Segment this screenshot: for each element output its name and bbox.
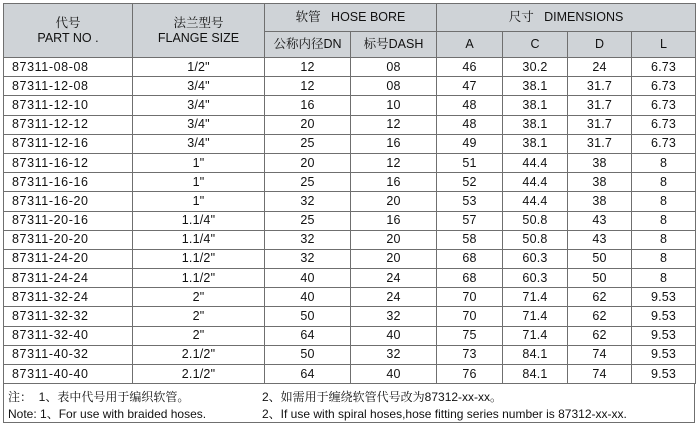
dash-cell: 12 (351, 153, 437, 172)
table-row (4, 269, 696, 288)
dim-d-cell: 43 (568, 230, 632, 249)
dim-l-cell: 8 (632, 192, 696, 211)
dash-cell: 08 (351, 77, 437, 96)
table-row (4, 365, 696, 384)
part-no-cell: 87311-16-12 (4, 153, 133, 172)
flange-size-header (133, 4, 265, 58)
dim-d-cell: 62 (568, 307, 632, 326)
dn-cell: 25 (265, 173, 351, 192)
dn-cell: 32 (265, 249, 351, 268)
dn-cell: 50 (265, 307, 351, 326)
part-no-header-cn: 代号 (55, 15, 81, 30)
dim-d-cell: 38 (568, 192, 632, 211)
dim-a-cell: 48 (437, 115, 503, 134)
dim-a-cell: 70 (437, 288, 503, 307)
table-row (4, 249, 696, 268)
table-row (4, 326, 696, 345)
dash-cell: 16 (351, 134, 437, 153)
dim-a-cell: 76 (437, 365, 503, 384)
dim-d-cell: 50 (568, 249, 632, 268)
part-no-cell: 87311-12-16 (4, 134, 133, 153)
spec-table-body (4, 58, 696, 384)
dn-cell: 20 (265, 115, 351, 134)
dim-d-cell: 31.7 (568, 77, 632, 96)
dim-c-cell: 30.2 (503, 58, 568, 77)
dim-c-cell: 44.4 (503, 192, 568, 211)
part-no-cell: 87311-32-40 (4, 326, 133, 345)
dim-c-cell: 71.4 (503, 326, 568, 345)
dash-cell: 10 (351, 96, 437, 115)
part-no-header (4, 4, 133, 58)
dash-cell: 20 (351, 192, 437, 211)
part-no-cell: 87311-16-20 (4, 192, 133, 211)
part-no-cell: 87311-12-12 (4, 115, 133, 134)
dash-cell: 40 (351, 326, 437, 345)
dim-c-cell: 44.4 (503, 173, 568, 192)
dash-cell: 12 (351, 115, 437, 134)
dim-c-cell: 84.1 (503, 345, 568, 364)
flange-size-cell: 3/4" (133, 115, 265, 134)
note-cn-2: 2、如需用于缠绕软管代号改为87312-xx-xx。 (262, 390, 503, 405)
flange-size-cell: 1.1/4" (133, 230, 265, 249)
spec-table (3, 3, 696, 384)
dim-d-cell: 43 (568, 211, 632, 230)
flange-size-header-cn: 法兰型号 (173, 15, 224, 30)
dim-l-cell: 9.53 (632, 365, 696, 384)
dim-l-cell: 9.53 (632, 307, 696, 326)
table-row (4, 345, 696, 364)
dim-c-cell: 38.1 (503, 115, 568, 134)
dim-l-cell: 9.53 (632, 345, 696, 364)
table-row (4, 211, 696, 230)
notes-box (3, 384, 695, 423)
dim-l-cell: 9.53 (632, 326, 696, 345)
dash-cell: 40 (351, 365, 437, 384)
dim-a-cell: 57 (437, 211, 503, 230)
dim-l-cell: 6.73 (632, 115, 696, 134)
part-no-cell: 87311-40-32 (4, 345, 133, 364)
dn-cell: 25 (265, 134, 351, 153)
hose-bore-header: 软管 HOSE BORE (265, 4, 437, 32)
flange-size-cell: 3/4" (133, 77, 265, 96)
dim-l-cell: 6.73 (632, 134, 696, 153)
dim-l-cell: 8 (632, 230, 696, 249)
dim-d-cell: 31.7 (568, 134, 632, 153)
dn-cell: 50 (265, 345, 351, 364)
dim-c-cell: 38.1 (503, 77, 568, 96)
part-no-header-en: PART NO . (37, 30, 99, 45)
dim-a-cell: 68 (437, 269, 503, 288)
table-row (4, 77, 696, 96)
dash-cell: 20 (351, 230, 437, 249)
dim-l-cell: 6.73 (632, 96, 696, 115)
part-no-cell: 87311-08-08 (4, 58, 133, 77)
dash-cell: 16 (351, 211, 437, 230)
flange-size-cell: 1/2" (133, 58, 265, 77)
dash-cell: 20 (351, 249, 437, 268)
part-no-cell: 87311-12-10 (4, 96, 133, 115)
flange-size-cell: 3/4" (133, 134, 265, 153)
dim-l-cell: 8 (632, 269, 696, 288)
dn-cell: 40 (265, 269, 351, 288)
spec-table-container (3, 3, 695, 423)
dash-cell: 24 (351, 269, 437, 288)
dim-l-cell: 8 (632, 173, 696, 192)
dn-header: 公称内径DN (265, 32, 351, 58)
dn-cell: 12 (265, 77, 351, 96)
dim-a-cell: 73 (437, 345, 503, 364)
flange-size-cell: 2" (133, 288, 265, 307)
dim-a-cell: 51 (437, 153, 503, 172)
dn-cell: 64 (265, 365, 351, 384)
dim-c-cell: 50.8 (503, 211, 568, 230)
dim-d-cell: 62 (568, 326, 632, 345)
dim-l-header: L (632, 32, 696, 58)
dim-a-cell: 49 (437, 134, 503, 153)
flange-size-header-en: FLANGE SIZE (157, 30, 240, 45)
part-no-cell: 87311-40-40 (4, 365, 133, 384)
table-row (4, 230, 696, 249)
flange-size-cell: 2.1/2" (133, 365, 265, 384)
note-en-1: Note: 1、For use with braided hoses. (8, 407, 207, 422)
dim-l-cell: 8 (632, 153, 696, 172)
table-row (4, 153, 696, 172)
note-cn-1: 注： 1、表中代号用于编织软管。 (8, 390, 190, 405)
part-no-cell: 87311-24-24 (4, 269, 133, 288)
dim-c-cell: 84.1 (503, 365, 568, 384)
part-no-cell: 87311-12-08 (4, 77, 133, 96)
dn-cell: 64 (265, 326, 351, 345)
dash-cell: 08 (351, 58, 437, 77)
dim-l-cell: 9.53 (632, 288, 696, 307)
flange-size-cell: 3/4" (133, 96, 265, 115)
dim-d-cell: 74 (568, 365, 632, 384)
table-row (4, 192, 696, 211)
dim-a-cell: 53 (437, 192, 503, 211)
note-en-2: 2、If use with spiral hoses,hose fitting series number is 87312-xx-xx. (262, 407, 627, 422)
part-no-cell: 87311-32-24 (4, 288, 133, 307)
dn-cell: 25 (265, 211, 351, 230)
dim-c-cell: 71.4 (503, 307, 568, 326)
dim-a-cell: 58 (437, 230, 503, 249)
dim-a-cell: 47 (437, 77, 503, 96)
part-no-cell: 87311-20-20 (4, 230, 133, 249)
dim-d-cell: 62 (568, 288, 632, 307)
dim-a-cell: 46 (437, 58, 503, 77)
dim-c-header: C (503, 32, 568, 58)
dash-cell: 16 (351, 173, 437, 192)
part-no-cell: 87311-16-16 (4, 173, 133, 192)
dash-cell: 32 (351, 345, 437, 364)
dim-c-cell: 38.1 (503, 96, 568, 115)
dim-a-cell: 68 (437, 249, 503, 268)
dn-cell: 32 (265, 192, 351, 211)
table-row (4, 173, 696, 192)
dim-c-cell: 60.3 (503, 249, 568, 268)
table-row (4, 307, 696, 326)
table-row (4, 96, 696, 115)
dash-cell: 24 (351, 288, 437, 307)
dim-d-cell: 31.7 (568, 115, 632, 134)
dim-c-cell: 50.8 (503, 230, 568, 249)
dn-cell: 40 (265, 288, 351, 307)
dim-d-cell: 31.7 (568, 96, 632, 115)
dim-d-cell: 24 (568, 58, 632, 77)
dim-a-cell: 70 (437, 307, 503, 326)
part-no-cell: 87311-20-16 (4, 211, 133, 230)
dim-a-header: A (437, 32, 503, 58)
table-row (4, 58, 696, 77)
dim-c-cell: 44.4 (503, 153, 568, 172)
flange-size-cell: 1.1/2" (133, 269, 265, 288)
dim-l-cell: 8 (632, 211, 696, 230)
part-no-cell: 87311-24-20 (4, 249, 133, 268)
dim-l-cell: 6.73 (632, 77, 696, 96)
dim-c-cell: 71.4 (503, 288, 568, 307)
flange-size-cell: 1" (133, 192, 265, 211)
dim-a-cell: 52 (437, 173, 503, 192)
table-row (4, 115, 696, 134)
dn-cell: 20 (265, 153, 351, 172)
flange-size-cell: 2" (133, 326, 265, 345)
table-row (4, 288, 696, 307)
dash-cell: 32 (351, 307, 437, 326)
part-no-cell: 87311-32-32 (4, 307, 133, 326)
dim-c-cell: 38.1 (503, 134, 568, 153)
dim-d-cell: 38 (568, 153, 632, 172)
dim-c-cell: 60.3 (503, 269, 568, 288)
dn-cell: 32 (265, 230, 351, 249)
dash-header: 标号DASH (351, 32, 437, 58)
dimensions-header: 尺寸 DIMENSIONS (437, 4, 696, 32)
flange-size-cell: 1.1/2" (133, 249, 265, 268)
dim-d-cell: 74 (568, 345, 632, 364)
dn-cell: 16 (265, 96, 351, 115)
dim-a-cell: 75 (437, 326, 503, 345)
flange-size-cell: 2.1/2" (133, 345, 265, 364)
dim-d-header: D (568, 32, 632, 58)
dim-a-cell: 48 (437, 96, 503, 115)
dim-l-cell: 8 (632, 249, 696, 268)
flange-size-cell: 1.1/4" (133, 211, 265, 230)
flange-size-cell: 1" (133, 153, 265, 172)
table-row (4, 134, 696, 153)
flange-size-cell: 1" (133, 173, 265, 192)
flange-size-cell: 2" (133, 307, 265, 326)
dim-d-cell: 50 (568, 269, 632, 288)
dim-l-cell: 6.73 (632, 58, 696, 77)
dn-cell: 12 (265, 58, 351, 77)
dim-d-cell: 38 (568, 173, 632, 192)
